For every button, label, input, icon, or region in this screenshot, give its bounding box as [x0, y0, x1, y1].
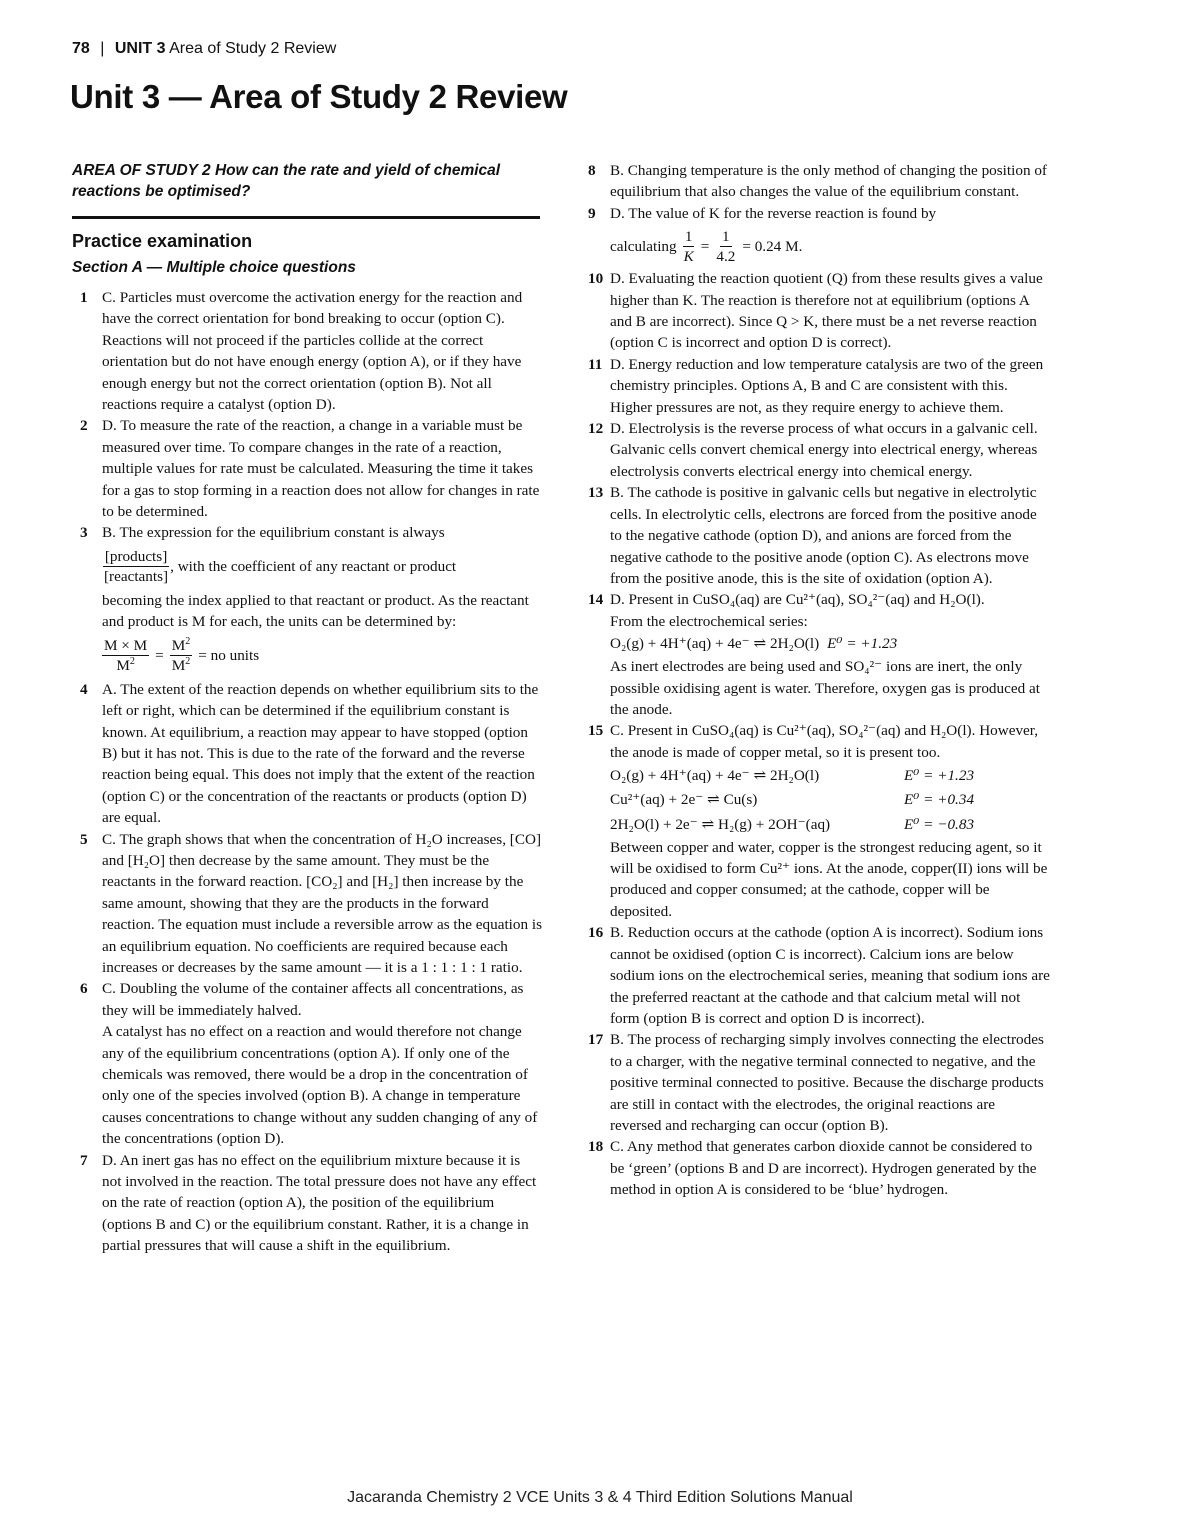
answer-text: D. To measure the rate of the reaction, a change in a variable must be measured over time. To compare changes in the rate of a reaction, multiple values for rate must be calculated. Measuring the time it takes for a gas to stop forming in a reaction does not allow for changes in rate to be determined. [102, 417, 540, 521]
answer-text: = 0.24 M. [742, 237, 803, 255]
answer-text: D. An inert gas has no effect on the equilibrium mixture because it is not involved in the reaction. The total pressure does not have any effect on the rate of reaction (option A), the position of the equilibrium (options B and C) or the equilibrium constant. Rather, it is a change in partial pressures that will cause a shift in the equilibrium. [102, 1151, 537, 1255]
half-equation [610, 763, 1050, 788]
fraction [714, 227, 737, 266]
electrode-potential: E⁰ = −0.83 [904, 815, 975, 833]
answer-2 [72, 415, 542, 522]
answer-text: calculating [610, 237, 677, 255]
answer-number: 16 [588, 924, 604, 942]
answer-text: D. Electrolysis is the reverse process of what occurs in a galvanic cell. Galvanic cells convert chemical energy into electrical energy, whereas electrolysis converts electrical energy into chemical energy. [610, 420, 1038, 480]
area-of-study-heading: AREA OF STUDY 2 How can the rate and yield of chemical reactions be optimised? [72, 162, 501, 200]
answer-text: becoming the index applied to that reactant or product. As the reactant and product is M for each, the units can be determined by: [102, 591, 529, 631]
fraction-denominator: $M^2$ [171, 656, 191, 675]
answer-number: 7 [80, 1151, 88, 1169]
answer-13 [580, 482, 1050, 589]
answer-number: 13 [588, 484, 604, 502]
answer-text: C. Doubling the volume of the container affects all concentrations, as they will be immediately halved. [102, 980, 524, 1019]
answer-text: B. The cathode is positive in galvanic cells but negative in electrolytic cells. In electrolytic cells, electrons are forced from the positive anode to the negative cathode (option D), and anions are forced from the negative cathode to the positive anode (option C). As electrons move from the positive anode, this is the site of oxidation (option A). [610, 484, 1037, 587]
answer-15 [580, 720, 1050, 922]
k-calculation [610, 224, 1050, 268]
answer-text: = no units [198, 646, 260, 664]
equals-sign: = [700, 237, 710, 255]
answer-5 [72, 829, 542, 979]
answer-text: B. Changing temperature is the only method of changing the position of equilibrium that also changes the value of the equilibrium constant. [610, 162, 1047, 201]
fraction-numerator: [products] [104, 548, 168, 566]
header-separator: | [100, 40, 105, 57]
answer-text: A catalyst has no effect on a reaction and would therefore not change any of the equilibrium concentrations (option A). If only one of the chemicals was removed, there would be a drop in the concentration of only one of the species involved (option B). A change in temperature causes concentrations to change without any sudden changing of any of the concentrations (option D). [102, 1023, 538, 1148]
answer-text: D. Present in CuSO₄(aq) are Cu²⁺(aq), SO₄²⁻(aq) and H₂O(l). [610, 591, 985, 609]
page-footer: Jacaranda Chemistry 2 VCE Units 3 & 4 Third Edition Solutions Manual [347, 1489, 853, 1506]
page-title: Unit 3 — Area of Study 2 Review [70, 78, 568, 115]
answer-number: 3 [80, 524, 88, 542]
answer-text: D. The value of K for the reverse reaction is found by [610, 204, 937, 222]
equation: O₂(g) + 4H⁺(aq) + 4e⁻ ⇌ 2H₂O(l) [610, 766, 820, 784]
answer-16 [580, 922, 1050, 1029]
answer-number: 12 [588, 420, 604, 438]
answer-text: A. The extent of the reaction depends on whether equilibrium sits to the left or right, which can be determined if the equilibrium constant is known. At equilibrium, a reaction may appear to have stopped (option B) but it has not. This is due to the rate of the forward and the reverse reaction being equal. This does not imply that the extent of the reaction (option C) or the concentration of the reactants or products (option D) are equal. [102, 680, 539, 827]
half-equation [610, 812, 1050, 837]
equilibrium-expression [102, 544, 542, 590]
answer-text: C. Present in CuSO₄(aq) is Cu²⁺(aq), SO₄²⁻(aq) and H₂O(l). However, the anode is made of copper metal, so it is present too. [610, 722, 1039, 761]
right-column [580, 160, 1050, 1201]
answer-text: , with the coefficient of any reactant or product [170, 558, 457, 576]
answer-text: From the electrochemical series: [610, 612, 808, 630]
answer-text: B. The process of recharging simply involves connecting the electrodes to a charger, with the negative terminal connected to negative, and the positive terminal connected to positive. Because the discharge products are still in contact with the electrodes, the original reactions are reversed and recharging can occur (option B). [610, 1031, 1044, 1134]
answer-text: C. The graph shows that when the concentration of H₂O increases, [CO] and [H₂O] then decrease by the same amount. They must be the reactants in the forward reaction. [CO₂] and [H₂] then increase by the same amount, showing that they are the products in the forward reaction. The equation must include a reversible arrow as the equation is an equilibrium equation. No coefficients are required because each increases or decreases by the same amount — it is a 1 : 1 : 1 : 1 ratio. [102, 830, 543, 976]
page-number: 78 [72, 40, 90, 57]
units-calculation [102, 633, 542, 679]
answer-8 [580, 160, 1050, 203]
fraction-denominator: $M^2$ [116, 656, 135, 675]
answer-4 [72, 679, 542, 829]
answer-number: 14 [588, 591, 604, 609]
answer-number: 17 [588, 1031, 604, 1049]
practice-heading: Practice examination [72, 231, 253, 251]
answer-text: C. Particles must overcome the activation energy for the reaction and have the correct orientation for bond breaking to occur (option C). [102, 289, 523, 328]
running-header [72, 40, 336, 58]
electrode-potential: E⁰ = +1.23 [827, 635, 898, 653]
half-equation [610, 788, 1050, 813]
answer-number: 2 [80, 417, 88, 435]
answer-18 [580, 1136, 1050, 1200]
answer-7 [72, 1150, 542, 1257]
answer-text: C. Any method that generates carbon dioxide cannot be considered to be ‘green’ (options B and D are incorrect). Hydrogen generated by the method in option A is considered to be ‘blue’ hydrogen. [610, 1138, 1037, 1199]
answer-text: As inert electrodes are being used and SO₄²⁻ ions are inert, the only possible oxidising agent is water. Therefore, oxygen gas is produced at the anode. [610, 658, 1040, 718]
answer-number: 10 [588, 270, 604, 288]
fraction-denominator: K [683, 247, 694, 265]
answer-text: Reactions will not proceed if the particles collide at the correct orientation but do not have enough energy (option A), or if they have enough energy but not the correct orientation (option B). Not all reactions require a catalyst (option D). [102, 331, 522, 414]
answer-number: 9 [588, 204, 596, 222]
heading-rule [72, 216, 540, 219]
answer-11 [580, 354, 1050, 418]
answer-17 [580, 1029, 1050, 1136]
electrode-potential: E⁰ = +1.23 [904, 766, 975, 784]
equation: O₂(g) + 4H⁺(aq) + 4e⁻ ⇌ 2H₂O(l) [610, 635, 820, 653]
answer-number: 18 [588, 1138, 604, 1156]
fraction [102, 547, 170, 586]
answer-text: D. Evaluating the reaction quotient (Q) from these results gives a value higher than K. The reaction is therefore not at equilibrium (options A and B are incorrect). Since Q > K, there must be a net reverse reaction (option C is incorrect and option D is correct). [610, 270, 1043, 352]
answer-text: D. Energy reduction and low temperature catalysis are two of the green chemistry principles. Options A, B and C are consistent with this. Higher pressures are not, as they require energy to achieve them. [610, 355, 1044, 416]
section-heading: Section A — Multiple choice questions [72, 259, 356, 276]
equals-sign: = [155, 646, 164, 664]
electrode-potential: E⁰ = +0.34 [904, 791, 975, 809]
fraction [682, 227, 696, 266]
left-column [72, 160, 542, 1257]
fraction [102, 636, 149, 675]
answer-9 [580, 203, 1050, 268]
fraction-denominator: [reactants] [104, 568, 169, 586]
answer-number: 8 [588, 162, 596, 179]
answer-12 [580, 418, 1050, 482]
answer-number: 4 [80, 680, 88, 698]
half-equation-table [610, 763, 1050, 837]
fraction-numerator: $M^2$ [171, 636, 191, 655]
fraction-numerator: M × M [104, 637, 148, 655]
fraction-numerator: 1 [722, 227, 730, 245]
header-area: Area of Study 2 Review [169, 40, 337, 57]
answer-6 [72, 978, 542, 1149]
answer-3 [72, 522, 542, 678]
answer-14 [580, 589, 1050, 720]
equation: Cu²⁺(aq) + 2e⁻ ⇌ Cu(s) [610, 791, 758, 809]
half-equation [610, 632, 1050, 656]
answer-number: 6 [80, 980, 88, 998]
answer-text: B. Reduction occurs at the cathode (option A is incorrect). Sodium ions cannot be oxidised (option C is incorrect). Calcium ions are below sodium ions on the electrochemical series, meaning that sodium ions are the preferred reactant at the cathode and that calcium metal will not form (option B is correct and option D is incorrect). [610, 924, 1050, 1027]
answer-number: 5 [80, 830, 88, 848]
fraction-numerator: 1 [684, 227, 693, 245]
equation: 2H₂O(l) + 2e⁻ ⇌ H₂(g) + 2OH⁻(aq) [610, 815, 831, 833]
fraction-denominator: 4.2 [716, 247, 736, 265]
answer-10 [580, 268, 1050, 354]
fraction [170, 636, 193, 675]
answer-number: 1 [80, 289, 88, 306]
answer-number: 15 [588, 722, 604, 740]
header-unit: UNIT 3 [114, 40, 166, 57]
answer-text: Between copper and water, copper is the strongest reducing agent, so it will be oxidised to form Cu²⁺ ions. At the anode, copper(II) ions will be produced and copper consumed; at the cathode, copper will be deposited. [610, 838, 1048, 920]
answer-1 [72, 287, 542, 415]
answer-text: B. The expression for the equilibrium constant is always [102, 524, 445, 542]
answer-number: 11 [588, 355, 603, 373]
